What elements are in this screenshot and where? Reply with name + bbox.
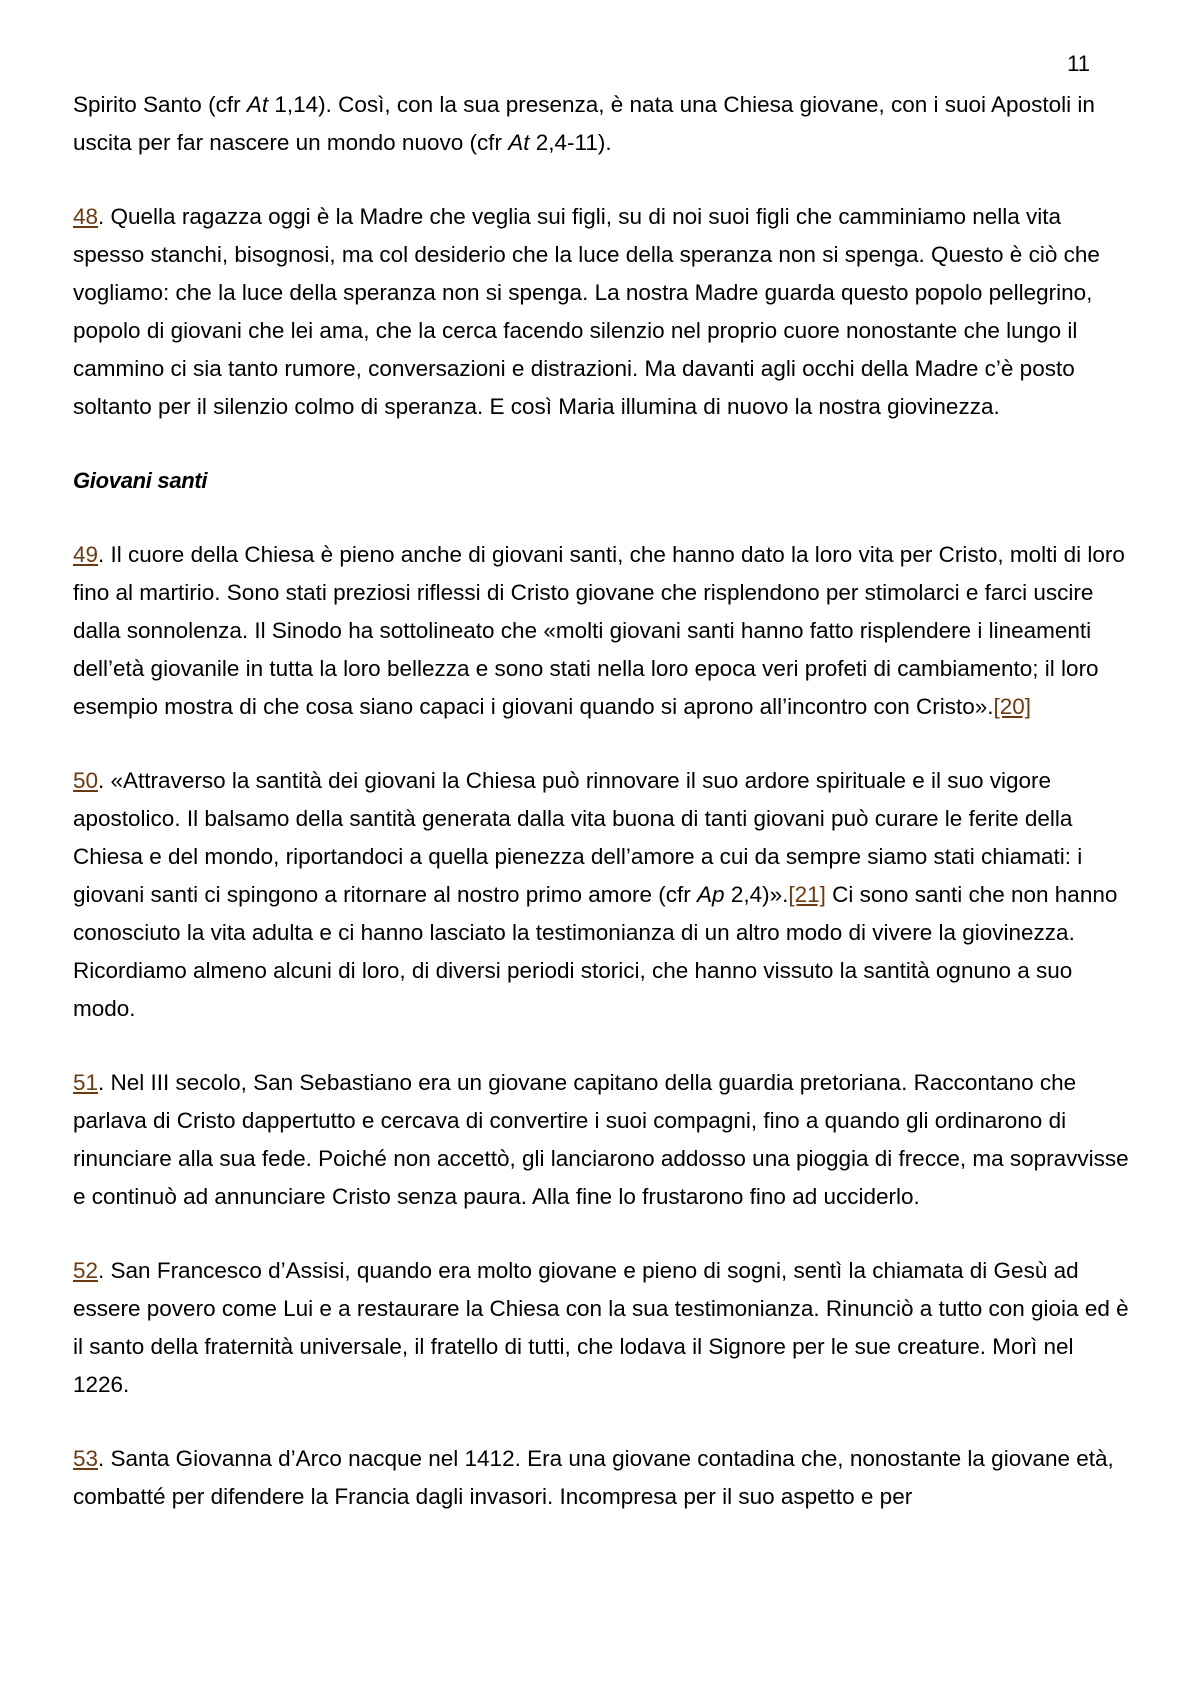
document-body (73, 86, 1133, 1552)
paragraph-47-continuation (73, 86, 1133, 162)
paragraph-50 (73, 762, 1133, 1028)
citation-book: Ap (697, 882, 725, 907)
paragraph-53 (73, 1440, 1133, 1516)
footnote-link[interactable]: [21] (788, 882, 826, 907)
paragraph-51 (73, 1064, 1133, 1216)
paragraph-text: 2,4)». (724, 882, 789, 907)
paragraph-text: . San Francesco d’Assisi, quando era molto giovane e pieno di sogni, sentì la chiamata di Gesù ad essere povero come Lui e a restaurare la Chiesa con la sua testimonianza. Rinunciò a tutto con gioia ed è il santo della fraternità universale, il fratello di tutti, che lodava il Signore per le sue creature. Morì nel 1226. (73, 1258, 1129, 1397)
paragraph-text: . Il cuore della Chiesa è pieno anche di giovani santi, che hanno dato la loro vita per Cristo, molti di loro fino al martirio. Sono stati preziosi riflessi di Cristo giovane che risplendono per stimolarci e farci uscire dalla sonnolenza. Il Sinodo ha sottolineato che «molti giovani santi hanno fatto risplendere i lineamenti dell’età giovanile in tutta la loro bellezza e sono stati nella loro epoca veri profeti di cambiamento; il loro esempio mostra di che cosa siano capaci i giovani quando si aprono all’incontro con Cristo». (73, 542, 1125, 719)
paragraph-text: . Santa Giovanna d’Arco nacque nel 1412. Era una giovane contadina che, nonostante la giovane età, combatté per difendere la Francia dagli invasori. Incompresa per il suo aspetto e per (73, 1446, 1114, 1509)
section-heading: Giovani santi (73, 468, 208, 493)
paragraph-number-link[interactable]: 50 (73, 768, 99, 793)
citation-book: At (508, 130, 530, 155)
citation-book: At (246, 92, 269, 117)
footnote-link[interactable]: [20] (993, 694, 1032, 719)
paragraph-text: Ci sono santi che non hanno conosciuto la vita adulta e ci hanno lasciato la testimonianza di un altro modo di vivere la giovinezza. Ricordiamo almeno alcuni di loro, di diversi periodi storici, che hanno vissuto la santità ognuno a suo modo. (73, 882, 1118, 1021)
text-run: 2,4-11). (529, 130, 612, 155)
page-number: 11 (1067, 51, 1090, 76)
paragraph-text: . Nel III secolo, San Sebastiano era un giovane capitano della guardia pretoriana. Raccontano che parlava di Cristo dappertutto e cercava di convertire i suoi compagni, fino a quando gli ordinarono di rinunciare alla sua fede. Poiché non accettò, gli lanciarono addosso una pioggia di frecce, ma sopravvisse e continuò ad annunciare Cristo senza paura. Alla fine lo frustarono fino ad ucciderlo. (73, 1070, 1129, 1209)
paragraph-49 (73, 536, 1133, 726)
text-run: 1,14). Così, con la sua presenza, è nata una Chiesa giovane, con i suoi Apostoli in uscita per far nascere un mondo nuovo (cfr (73, 92, 1095, 155)
paragraph-48 (73, 198, 1133, 426)
paragraph-number-link[interactable]: 52 (73, 1258, 99, 1283)
text-run: Spirito Santo (cfr (73, 92, 247, 117)
paragraph-number-link[interactable]: 51 (73, 1070, 99, 1095)
paragraph-number-link[interactable]: 49 (73, 542, 99, 567)
paragraph-number-link[interactable]: 53 (73, 1446, 99, 1471)
paragraph-text: . Quella ragazza oggi è la Madre che veglia sui figli, su di noi suoi figli che camminiamo nella vita spesso stanchi, bisognosi, ma col desiderio che la luce della speranza non si spenga. Questo è ciò che vogliamo: che la luce della speranza non si spenga. La nostra Madre guarda questo popolo pellegrino, popolo di giovani che lei ama, che la cerca facendo silenzio nel proprio cuore nonostante che lungo il cammino ci sia tanto rumore, conversazioni e distrazioni. Ma davanti agli occhi della Madre c’è posto soltanto per il silenzio colmo di speranza. E così Maria illumina di nuovo la nostra giovinezza. (73, 204, 1100, 419)
paragraph-number-link[interactable]: 48 (73, 204, 99, 229)
paragraph-text: . «Attraverso la santità dei giovani la Chiesa può rinnovare il suo ardore spirituale e il suo vigore apostolico. Il balsamo della santità generata dalla vita buona di tanti giovani può curare le ferite della Chiesa e del mondo, riportandoci a quella pienezza dell’amore a cui da sempre siamo stati chiamati: i giovani santi ci spingono a ritornare al nostro primo amore (cfr (73, 768, 1083, 907)
paragraph-52 (73, 1252, 1133, 1404)
